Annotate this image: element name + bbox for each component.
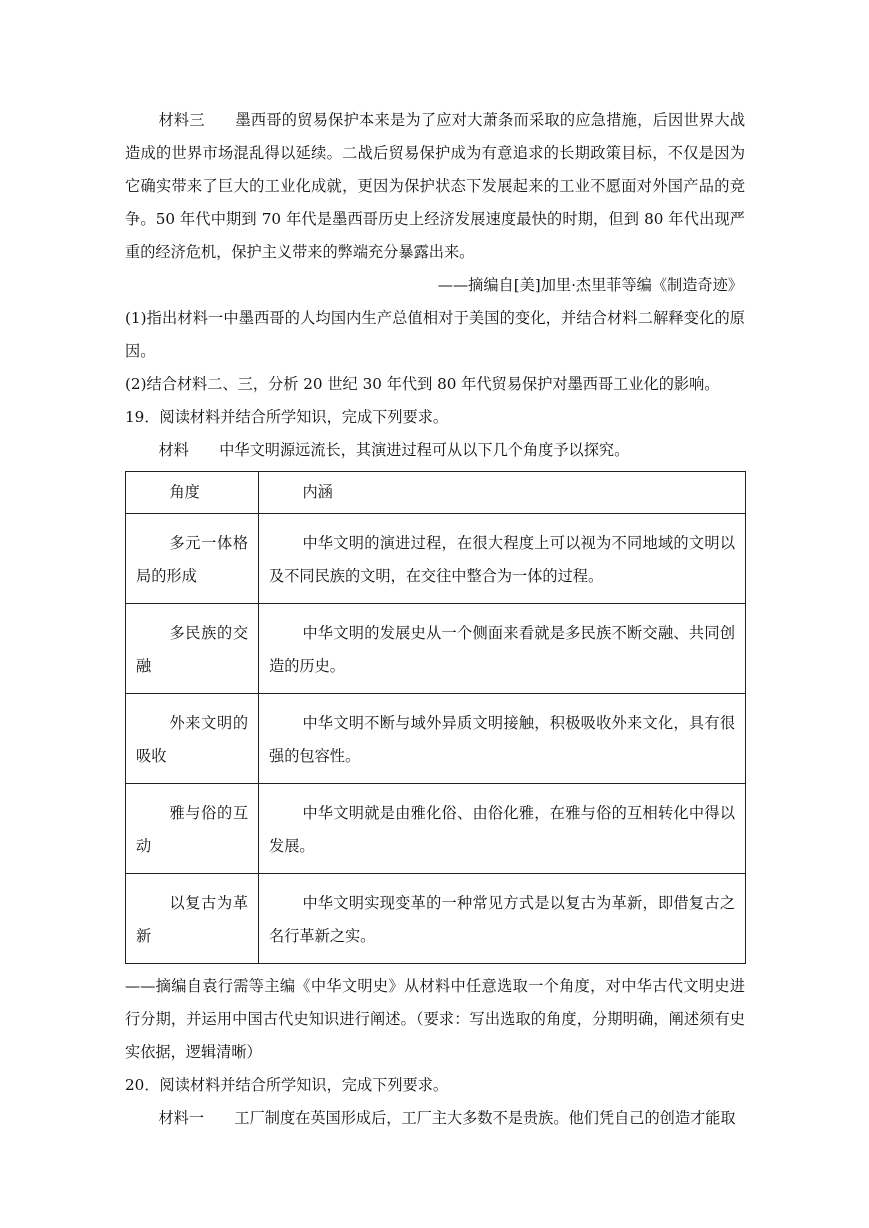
material-three-source: ——摘编自[美]加里·杰里菲等编《制造奇迹》 — [437, 276, 743, 294]
material-three-label: 材料三 — [158, 111, 205, 129]
question-18-part-2: (2)结合材料二、三，分析 20 世纪 30 年代到 80 年代贸易保护对墨西哥工业化的影响。 — [125, 375, 720, 393]
material-three-text: 墨西哥的贸易保护本来是为了应对大萧条而采取的应急措施，后因世界大战造成的世界市场混乱得以延续。二战后贸易保护成为有意追求的长期政策目标，不仅是因为它确实带来了巨大的工业化成就，更因为保护状态下发展起来的工业不愿面对外国产品的竞争。50 年代中期到 70 年代是墨西哥历史上经济发展速度最快的时期，但到 80 年代出现严重的经济危机，保护主义带来的弊端充分暴露出来。 — [125, 111, 746, 261]
question-19-material — [125, 434, 745, 467]
table-row — [126, 784, 746, 874]
question-19-task: ——摘编自袁行需等主编《中华文明史》从材料中任意选取一个角度，对中华古代文明史进行分期，并运用中国古代史知识进行阐述。（要求：写出选取的角度，分期明确，阐述须有史实依据，逻辑清晰） — [125, 977, 745, 1061]
table-cell-meaning: 中华文明的发展史从一个侧面来看就是多民族不断交融、共同创造的历史。 — [259, 604, 746, 694]
table-header-row — [126, 472, 746, 514]
question-19-material-text: 中华文明源远流长，其演进过程可从以下几个角度予以探究。 — [219, 441, 630, 459]
table-header-meaning: 内涵 — [259, 472, 746, 514]
table-cell-angle: 外来文明的吸收 — [126, 694, 259, 784]
table-row — [126, 694, 746, 784]
civilization-angles-table — [125, 471, 746, 964]
question-20-stem: 20．阅读材料并结合所学知识，完成下列要求。 — [125, 1076, 449, 1094]
table-cell-angle: 多元一体格局的形成 — [126, 514, 259, 604]
table-cell-meaning: 中华文明实现变革的一种常见方式是以复古为革新，即借复古之名行革新之实。 — [259, 874, 746, 964]
table-cell-meaning: 中华文明的演进过程，在很大程度上可以视为不同地域的文明以及不同民族的文明，在交往中整合为一体的过程。 — [259, 514, 746, 604]
question-18-part-1: (1)指出材料一中墨西哥的人均国内生产总值相对于美国的变化，并结合材料二解释变化的原因。 — [125, 309, 745, 360]
table-cell-meaning: 中华文明就是由雅化俗、由俗化雅，在雅与俗的互相转化中得以发展。 — [259, 784, 746, 874]
table-cell-angle: 多民族的交融 — [126, 604, 259, 694]
question-20-material-label: 材料一 — [158, 1109, 204, 1127]
question-19-stem: 19．阅读材料并结合所学知识，完成下列要求。 — [125, 408, 449, 426]
table-header-angle: 角度 — [126, 472, 259, 514]
table-row — [126, 874, 746, 964]
material-three-paragraph — [125, 104, 745, 269]
page-content — [125, 104, 745, 1135]
table-cell-angle: 雅与俗的互动 — [126, 784, 259, 874]
table-cell-meaning: 中华文明不断与域外异质文明接触，积极吸收外来文化，具有很强的包容性。 — [259, 694, 746, 784]
question-20-material-text: 工厂制度在英国形成后，工厂主大多数不是贵族。他们凭自己的创造才能取 — [234, 1109, 736, 1127]
question-19-material-label: 材料 — [158, 441, 189, 459]
question-20-material-one — [125, 1102, 745, 1135]
table-cell-angle: 以复古为革新 — [126, 874, 259, 964]
table-row — [126, 514, 746, 604]
table-row — [126, 604, 746, 694]
